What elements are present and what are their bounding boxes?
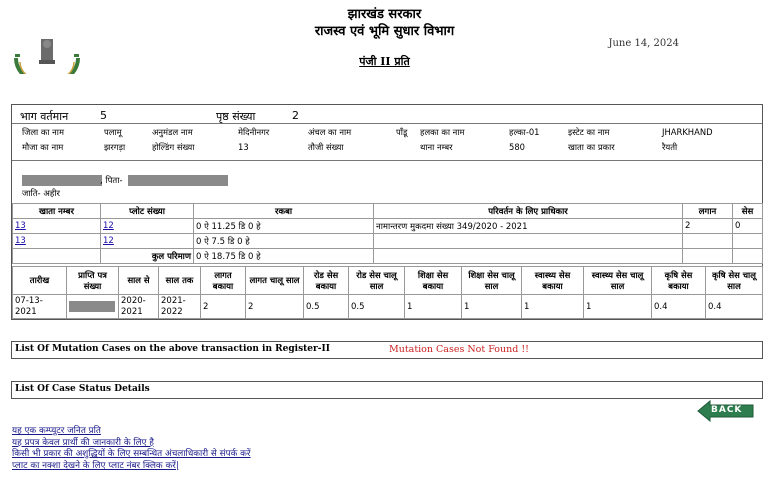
page-number-value: 2 bbox=[292, 109, 299, 122]
estate-value: JHARKHAND bbox=[662, 127, 713, 137]
circle-label: अंचल का नाम bbox=[308, 127, 352, 137]
land-table-header bbox=[13, 204, 763, 219]
footer-notes bbox=[12, 426, 251, 472]
table-row bbox=[13, 219, 763, 234]
page-title: पंजी II प्रति bbox=[359, 55, 410, 68]
plot-link[interactable]: 12 bbox=[103, 221, 114, 231]
value-cell: 0.4 bbox=[706, 295, 763, 319]
lagan-cell: 2 bbox=[683, 219, 733, 234]
year-to-cell: 2021-2022 bbox=[159, 295, 201, 319]
mutation-cases-section bbox=[11, 341, 763, 359]
mauza-label: मौजा का नाम bbox=[22, 142, 64, 152]
col-health-due: स्वास्थ्य सेस बकाया bbox=[522, 267, 584, 295]
back-button[interactable] bbox=[697, 400, 755, 422]
report-date: June 14, 2024 bbox=[608, 38, 679, 49]
khata-link[interactable]: 13 bbox=[15, 221, 26, 231]
bhag-value: 5 bbox=[100, 109, 107, 122]
col-ses: सेस bbox=[733, 204, 763, 219]
value-cell: 1 bbox=[462, 295, 522, 319]
register-record bbox=[11, 104, 763, 320]
back-label: BACK bbox=[711, 405, 743, 415]
khata-type-label: खाता का प्रकार bbox=[568, 142, 615, 152]
ses-cell bbox=[733, 234, 763, 249]
subdivision-label: अनुमंडल नाम bbox=[152, 127, 193, 137]
footer-link[interactable]: यह प्रपत्र केवल प्रार्थी की जानकारी के लिए है bbox=[12, 437, 154, 448]
thana-label: थाना नम्बर bbox=[420, 142, 453, 152]
col-year-from: साल से bbox=[119, 267, 159, 295]
holding-label: होल्डिंग संख्या bbox=[152, 142, 195, 152]
value-cell: 0.5 bbox=[349, 295, 405, 319]
authority-cell bbox=[374, 234, 683, 249]
case-status-title: List Of Case Status Details bbox=[15, 384, 150, 394]
area-cell: 0 ऐ 7.5 डि 0 हे bbox=[194, 234, 374, 249]
case-status-section bbox=[11, 381, 763, 399]
table-row bbox=[13, 295, 763, 319]
col-agri-current: कृषि सेस चालू साल bbox=[706, 267, 763, 295]
district-value: पलामू bbox=[104, 127, 122, 137]
bhag-label: भाग वर्तमान bbox=[20, 110, 69, 123]
col-road-due: रोड सेस बकाया bbox=[304, 267, 349, 295]
circle-value: पाँडू bbox=[396, 127, 408, 137]
value-cell: 2 bbox=[246, 295, 304, 319]
mauza-value: झरगड़ा bbox=[104, 142, 126, 152]
halka-label: हलका का नाम bbox=[420, 127, 465, 137]
district-label: जिला का नाम bbox=[22, 127, 64, 137]
footer-link[interactable]: प्लाट का नक्शा देखने के लिए प्लाट नंबर क्लिक करें| bbox=[12, 460, 179, 471]
date-cell: 07-13-2021 bbox=[13, 295, 67, 319]
father-name-redacted bbox=[128, 175, 228, 186]
col-lagan: लगान bbox=[683, 204, 733, 219]
location-info bbox=[12, 127, 762, 157]
year-from-cell: 2020-2021 bbox=[119, 295, 159, 319]
jharkhand-emblem-icon bbox=[14, 36, 80, 74]
total-label: कुल परिमाण bbox=[101, 249, 194, 264]
lagan-cell bbox=[683, 234, 733, 249]
value-cell: 0.4 bbox=[652, 295, 706, 319]
col-lagat-current: लागत चालू साल bbox=[246, 267, 304, 295]
subdivision-value: मेदिनीनगर bbox=[238, 127, 270, 137]
owner-relation: , पिता- bbox=[100, 176, 123, 186]
authority-cell: नामान्तरण मुकदमा संख्या 349/2020 - 2021 bbox=[374, 219, 683, 234]
col-lagat-due: लागत बकाया bbox=[201, 267, 246, 295]
total-area: 0 ऐ 18.75 डि 0 हे bbox=[194, 249, 374, 264]
col-area: रकबा bbox=[194, 204, 374, 219]
department-title: राजस्व एवं भूमि सुधार विभाग bbox=[314, 24, 455, 39]
col-authority: परिवर्तन के लिए प्राधिकार bbox=[374, 204, 683, 219]
col-road-current: रोड सेस चालू साल bbox=[349, 267, 405, 295]
value-cell: 1 bbox=[584, 295, 652, 319]
table-row bbox=[13, 234, 763, 249]
billing-table bbox=[12, 266, 763, 319]
touzi-label: तौजी संख्या bbox=[308, 142, 344, 152]
owner-caste: जाति- अहीर bbox=[22, 189, 61, 199]
ses-cell: 0 bbox=[733, 219, 763, 234]
value-cell: 1 bbox=[405, 295, 462, 319]
mutation-title: List Of Mutation Cases on the above transaction in Register-II bbox=[15, 344, 330, 354]
value-cell: 1 bbox=[522, 295, 584, 319]
value-cell: 2 bbox=[201, 295, 246, 319]
footer-link[interactable]: किसी भी प्रकार की अशुद्धियों के लिए सम्बन्धित अंचलाधिकारी से संपर्क करें bbox=[12, 449, 251, 459]
estate-label: इस्टेट का नाम bbox=[568, 127, 610, 137]
col-edu-current: शिक्षा सेस चालू साल bbox=[462, 267, 522, 295]
col-year-to: साल तक bbox=[159, 267, 201, 295]
col-health-current: स्वास्थ्य सेस चालू साल bbox=[584, 267, 652, 295]
owner-name-redacted bbox=[22, 175, 102, 186]
khata-link[interactable]: 13 bbox=[15, 236, 26, 246]
col-agri-due: कृषि सेस बकाया bbox=[652, 267, 706, 295]
col-edu-due: शिक्षा सेस बकाया bbox=[405, 267, 462, 295]
plot-link[interactable]: 12 bbox=[103, 236, 114, 246]
total-row bbox=[13, 249, 763, 264]
col-receipt: प्राप्ति पत्र संख्या bbox=[67, 267, 119, 295]
billing-table-header bbox=[13, 267, 763, 295]
halka-value: हल्का-01 bbox=[509, 127, 540, 137]
page-number-label: पृष्ठ संख्या bbox=[216, 110, 256, 123]
register-header-row bbox=[12, 109, 762, 123]
receipt-redacted bbox=[69, 301, 115, 312]
footer-link[interactable]: यह एक कम्प्यूटर जनित प्रति bbox=[12, 426, 101, 436]
mutation-result: Mutation Cases Not Found !! bbox=[389, 344, 529, 355]
col-date: तारीख bbox=[13, 267, 67, 295]
khata-type-value: रैयती bbox=[662, 142, 678, 152]
holding-value: 13 bbox=[238, 142, 249, 152]
govt-title: झारखंड सरकार bbox=[347, 7, 422, 22]
col-plot: प्लोट संख्या bbox=[101, 204, 194, 219]
thana-value: 580 bbox=[509, 142, 525, 152]
value-cell: 0.5 bbox=[304, 295, 349, 319]
land-table bbox=[12, 203, 763, 264]
receipt-cell bbox=[67, 295, 119, 319]
divider bbox=[12, 123, 762, 124]
col-khata: खाता नम्बर bbox=[13, 204, 101, 219]
divider bbox=[12, 160, 762, 161]
area-cell: 0 ऐ 11.25 डि 0 हे bbox=[194, 219, 374, 234]
